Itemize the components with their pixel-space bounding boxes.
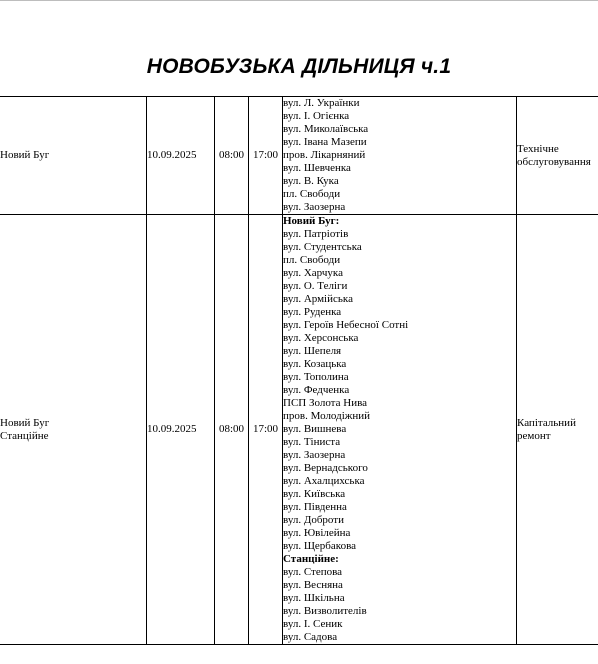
street-item: вул. Заозерна xyxy=(283,449,346,461)
street-group-heading: Новий Буг: xyxy=(283,215,340,227)
street-item: вул. Південна xyxy=(283,501,347,513)
street-item: вул. О. Теліги xyxy=(283,280,348,292)
streets-cell xyxy=(283,215,517,645)
street-item: вул. Ювілейна xyxy=(283,527,351,539)
street-item: вул. Шевченка xyxy=(283,162,351,174)
street-item: вул. Визволителів xyxy=(283,605,367,617)
street-item: вул. Патріотів xyxy=(283,228,349,240)
street-item: пл. Свободи xyxy=(283,188,341,200)
work-type-text: ремонт xyxy=(517,429,551,442)
street-item: вул. Героїв Небесної Сотні xyxy=(283,319,409,331)
street-item: вул. Івана Мазепи xyxy=(283,136,367,148)
settlement-cell xyxy=(0,215,147,645)
street-group-heading: Станційне: xyxy=(283,553,339,565)
start-time-cell: 08:00 xyxy=(215,97,249,215)
street-item: вул. Вернадського xyxy=(283,462,368,474)
schedule-row xyxy=(0,97,598,215)
street-item: вул. Шепеля xyxy=(283,345,342,357)
date-cell: 10.09.2025 xyxy=(147,215,215,645)
schedule-row xyxy=(0,215,598,645)
work-type-cell xyxy=(517,215,598,645)
street-item: вул. Шкільна xyxy=(283,592,345,604)
work-type-text: обслуговування xyxy=(517,155,591,168)
street-item: вул. Київська xyxy=(283,488,346,500)
street-item: вул. Садова xyxy=(283,631,338,643)
outage-schedule-table xyxy=(0,96,598,645)
work-type-text: Капітальний xyxy=(517,416,576,429)
streets-cell xyxy=(283,97,517,215)
settlement-cell xyxy=(0,97,147,215)
street-item: вул. Миколаївська xyxy=(283,123,369,135)
street-item: вул. Вишнева xyxy=(283,423,347,435)
street-item: вул. І. Огієнка xyxy=(283,110,350,122)
work-type-cell xyxy=(517,97,598,215)
settlement-name: Станційне xyxy=(0,429,49,442)
street-item: вул. Тополина xyxy=(283,371,349,383)
end-time-cell: 17:00 xyxy=(249,215,283,645)
street-item: пров. Лікарняний xyxy=(283,149,366,161)
page-title: НОВОБУЗЬКА ДІЛЬНИЦЯ ч.1 xyxy=(146,55,452,78)
street-item: вул. Ахалцихська xyxy=(283,475,365,487)
street-item: вул. Армійська xyxy=(283,293,353,305)
street-item: вул. Тіниста xyxy=(283,436,341,448)
street-item: пров. Молодіжний xyxy=(283,410,371,422)
street-item: вул. Щербакова xyxy=(283,540,356,552)
settlement-name: Новий Буг xyxy=(0,149,50,161)
street-item: пл. Свободи xyxy=(283,254,341,266)
street-item: вул. Студентська xyxy=(283,241,362,253)
street-item: вул. Федченка xyxy=(283,384,350,396)
street-item: вул. І. Сеник xyxy=(283,618,343,630)
street-item: вул. Херсонська xyxy=(283,332,359,344)
end-time-cell: 17:00 xyxy=(249,97,283,215)
street-item: вул. Степова xyxy=(283,566,343,578)
street-item: вул. Весняна xyxy=(283,579,343,591)
street-item: вул. В. Кука xyxy=(283,175,339,187)
work-type-text: Технічне xyxy=(517,142,559,155)
street-item: вул. Заозерна xyxy=(283,201,346,213)
street-item: вул. Доброти xyxy=(283,514,344,526)
settlement-name: Новий Буг xyxy=(0,416,50,429)
date-cell: 10.09.2025 xyxy=(147,97,215,215)
street-item: вул. Л. Українки xyxy=(283,97,360,109)
street-item: вул. Козацька xyxy=(283,358,347,370)
street-item: вул. Руденка xyxy=(283,306,342,318)
street-item: ПСП Золота Нива xyxy=(283,397,368,409)
start-time-cell: 08:00 xyxy=(215,215,249,645)
street-item: вул. Харчука xyxy=(283,267,343,279)
top-border-line xyxy=(0,0,598,1)
